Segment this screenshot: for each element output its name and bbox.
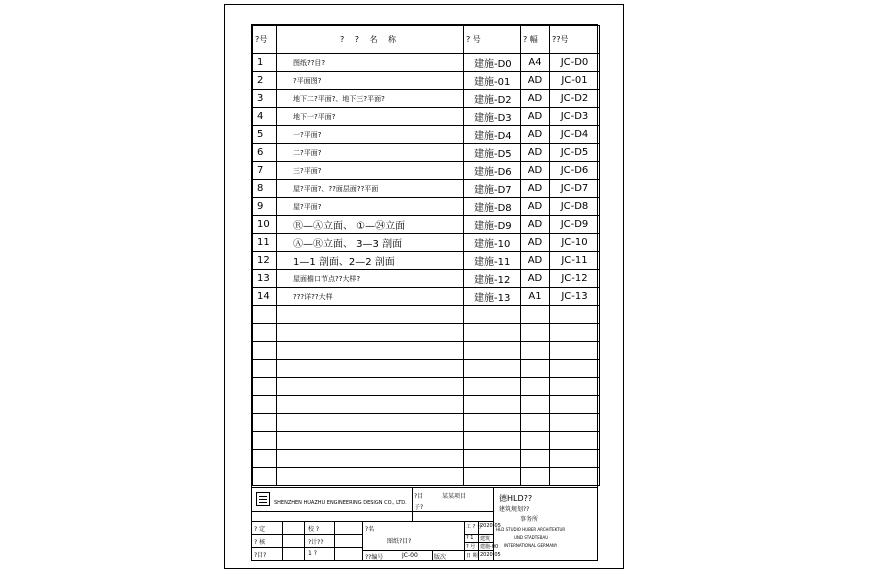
row-code: 建施-D4 bbox=[464, 126, 521, 144]
empty-row bbox=[253, 324, 600, 342]
firm-name-en-2: UND STADTEBAU bbox=[514, 535, 549, 540]
table-row bbox=[253, 162, 600, 180]
row-size: AD bbox=[521, 144, 550, 162]
empty-cell bbox=[550, 432, 600, 450]
row-name: 屋?平面?、??面层面??平面 bbox=[277, 180, 464, 198]
check-label: 校 ? bbox=[308, 526, 320, 533]
empty-cell bbox=[550, 468, 600, 486]
firm-name-en-1: HLD STUDIO HUBER ARCHITEKTUR bbox=[496, 527, 566, 532]
empty-cell bbox=[521, 324, 550, 342]
row-name: Ⓡ—Ⓐ立面、 ①—㉔立面 bbox=[277, 216, 464, 234]
row-name: 1—1 剖面、2—2 剖面 bbox=[277, 252, 464, 270]
empty-cell bbox=[521, 414, 550, 432]
row-no: 9 bbox=[253, 198, 277, 216]
row-code: 建施-01 bbox=[464, 72, 521, 90]
empty-cell bbox=[464, 360, 521, 378]
row-ref: JC-01 bbox=[550, 72, 600, 90]
row-code: 建施-11 bbox=[464, 252, 521, 270]
row-ref: JC-D4 bbox=[550, 126, 600, 144]
table-row bbox=[253, 144, 600, 162]
row-size: AD bbox=[521, 72, 550, 90]
sheet-no-label: ? 号 bbox=[466, 544, 476, 550]
drawing-sheet bbox=[224, 4, 624, 569]
empty-cell bbox=[550, 450, 600, 468]
approve-label: ? 定 bbox=[254, 526, 266, 533]
sheet-no-value: 建施-00 bbox=[480, 544, 499, 550]
table-row bbox=[253, 108, 600, 126]
row-ref: JC-D5 bbox=[550, 144, 600, 162]
empty-cell bbox=[464, 432, 521, 450]
empty-cell bbox=[277, 306, 464, 324]
drawing-index-frame bbox=[251, 24, 598, 488]
empty-cell bbox=[277, 396, 464, 414]
row-no: 1 bbox=[253, 54, 277, 72]
empty-cell bbox=[277, 414, 464, 432]
date-value: 2020.05 bbox=[480, 552, 501, 558]
row-name: 图纸??目? bbox=[277, 54, 464, 72]
empty-cell bbox=[464, 450, 521, 468]
empty-cell bbox=[521, 468, 550, 486]
table-row bbox=[253, 90, 600, 108]
row-size: AD bbox=[521, 252, 550, 270]
firm-name-cn-3: 事务所 bbox=[520, 516, 539, 523]
drawing-name-value: 图纸?目? bbox=[387, 538, 412, 545]
header-name: ? ? 名 称 bbox=[277, 26, 464, 54]
review-label: ? 核 bbox=[254, 539, 266, 546]
row-size: AD bbox=[521, 216, 550, 234]
row-no: 7 bbox=[253, 162, 277, 180]
project-value: 某某项目 bbox=[442, 493, 467, 500]
sheet-label: 1 ? bbox=[308, 550, 317, 557]
row-no: 14 bbox=[253, 288, 277, 306]
empty-cell bbox=[464, 414, 521, 432]
empty-cell bbox=[521, 378, 550, 396]
row-name: Ⓐ—Ⓡ立面、 3—3 剖面 bbox=[277, 234, 464, 252]
drawing-no-label: ??编号 bbox=[365, 554, 384, 561]
row-ref: JC-D2 bbox=[550, 90, 600, 108]
empty-cell bbox=[521, 450, 550, 468]
table-row bbox=[253, 180, 600, 198]
empty-cell bbox=[550, 414, 600, 432]
row-ref: JC-10 bbox=[550, 234, 600, 252]
empty-cell bbox=[253, 360, 277, 378]
header-size: ? 幅 bbox=[521, 26, 550, 54]
row-name: 一?平面? bbox=[277, 126, 464, 144]
table-row bbox=[253, 234, 600, 252]
empty-cell bbox=[521, 432, 550, 450]
empty-cell bbox=[253, 432, 277, 450]
row-code: 建施-D9 bbox=[464, 216, 521, 234]
table-row bbox=[253, 54, 600, 72]
firm-name-en-3: INTERNATIONAL GERMANY bbox=[504, 543, 558, 548]
empty-cell bbox=[277, 450, 464, 468]
row-size: AD bbox=[521, 270, 550, 288]
empty-cell bbox=[550, 342, 600, 360]
empty-cell bbox=[550, 324, 600, 342]
project-label: ?目 bbox=[414, 493, 424, 500]
row-size: A4 bbox=[521, 54, 550, 72]
row-size: AD bbox=[521, 126, 550, 144]
empty-cell bbox=[253, 324, 277, 342]
row-ref: JC-13 bbox=[550, 288, 600, 306]
empty-cell bbox=[253, 450, 277, 468]
row-no: 11 bbox=[253, 234, 277, 252]
company-name-en: SHENZHEN HUAZHU ENGINEERING DESIGN CO., LTD. bbox=[274, 500, 407, 506]
drawing-no-value: JC-00 bbox=[402, 552, 418, 559]
empty-cell bbox=[521, 360, 550, 378]
row-code: 建施-13 bbox=[464, 288, 521, 306]
empty-cell bbox=[550, 360, 600, 378]
table-row bbox=[253, 72, 600, 90]
row-no: 10 bbox=[253, 216, 277, 234]
row-name: 地下二?平面?、地下三?平面? bbox=[277, 90, 464, 108]
row-code: 建施-D0 bbox=[464, 54, 521, 72]
drawing-index-table bbox=[252, 25, 600, 486]
row-no: 3 bbox=[253, 90, 277, 108]
row-name: 屋?平面? bbox=[277, 198, 464, 216]
row-size: AD bbox=[521, 180, 550, 198]
empty-cell bbox=[464, 324, 521, 342]
row-size: AD bbox=[521, 198, 550, 216]
row-name: 屋面檐口节点??大样? bbox=[277, 270, 464, 288]
row-no: 13 bbox=[253, 270, 277, 288]
row-code: 建施-10 bbox=[464, 234, 521, 252]
row-name: 地下一?平面? bbox=[277, 108, 464, 126]
empty-cell bbox=[253, 306, 277, 324]
job-no-label: 工 ? 号 bbox=[466, 524, 482, 530]
row-code: 建施-D8 bbox=[464, 198, 521, 216]
empty-cell bbox=[550, 378, 600, 396]
empty-cell bbox=[521, 306, 550, 324]
empty-row bbox=[253, 378, 600, 396]
empty-cell bbox=[277, 324, 464, 342]
row-ref: JC-D9 bbox=[550, 216, 600, 234]
row-code: 建施-12 bbox=[464, 270, 521, 288]
discipline-label: ? 1 bbox=[466, 535, 474, 541]
table-row bbox=[253, 198, 600, 216]
table-row bbox=[253, 126, 600, 144]
firm-name-cn-2: 建筑规划?? bbox=[499, 506, 530, 513]
date-label: 日 期 bbox=[466, 553, 478, 559]
row-ref: JC-D3 bbox=[550, 108, 600, 126]
empty-cell bbox=[464, 396, 521, 414]
drawing-name-label: ?名 bbox=[365, 526, 375, 533]
empty-row bbox=[253, 306, 600, 324]
row-name: ?平面图? bbox=[277, 72, 464, 90]
row-no: 5 bbox=[253, 126, 277, 144]
job-no-value: 2020-05 bbox=[480, 523, 501, 529]
row-no: 4 bbox=[253, 108, 277, 126]
empty-cell bbox=[277, 342, 464, 360]
row-ref: JC-D6 bbox=[550, 162, 600, 180]
design-label: ?计?? bbox=[308, 539, 324, 546]
empty-row bbox=[253, 342, 600, 360]
row-ref: JC-D8 bbox=[550, 198, 600, 216]
row-size: AD bbox=[521, 108, 550, 126]
row-code: 建施-D2 bbox=[464, 90, 521, 108]
row-no: 2 bbox=[253, 72, 277, 90]
header-ref: ??号 bbox=[550, 26, 600, 54]
row-ref: JC-D0 bbox=[550, 54, 600, 72]
empty-row bbox=[253, 396, 600, 414]
row-code: 建施-D7 bbox=[464, 180, 521, 198]
empty-cell bbox=[277, 378, 464, 396]
row-name: 三?平面? bbox=[277, 162, 464, 180]
row-ref: JC-12 bbox=[550, 270, 600, 288]
empty-cell bbox=[521, 396, 550, 414]
row-name: ???详??大样 bbox=[277, 288, 464, 306]
empty-cell bbox=[253, 378, 277, 396]
empty-row bbox=[253, 450, 600, 468]
row-no: 12 bbox=[253, 252, 277, 270]
row-size: AD bbox=[521, 90, 550, 108]
empty-cell bbox=[277, 468, 464, 486]
company-logo-icon bbox=[256, 492, 270, 506]
firm-name-cn: 德HLD?? bbox=[499, 494, 533, 503]
table-row bbox=[253, 288, 600, 306]
table-row bbox=[253, 216, 600, 234]
row-ref: JC-11 bbox=[550, 252, 600, 270]
row-size: A1 bbox=[521, 288, 550, 306]
empty-cell bbox=[550, 396, 600, 414]
title-block bbox=[251, 488, 598, 561]
table-header-row bbox=[253, 26, 600, 54]
empty-row bbox=[253, 468, 600, 486]
row-code: 建施-D6 bbox=[464, 162, 521, 180]
empty-cell bbox=[277, 432, 464, 450]
version-label: 版次 bbox=[434, 554, 447, 561]
row-no: 8 bbox=[253, 180, 277, 198]
empty-cell bbox=[464, 342, 521, 360]
discipline-value: 建筑 bbox=[480, 536, 491, 542]
project-lead-label: ?目? bbox=[254, 552, 267, 559]
empty-cell bbox=[550, 306, 600, 324]
row-no: 6 bbox=[253, 144, 277, 162]
empty-cell bbox=[253, 342, 277, 360]
empty-cell bbox=[253, 468, 277, 486]
empty-cell bbox=[521, 342, 550, 360]
table-row bbox=[253, 252, 600, 270]
empty-row bbox=[253, 432, 600, 450]
row-size: AD bbox=[521, 162, 550, 180]
header-code: ? 号 bbox=[464, 26, 521, 54]
row-code: 建施-D3 bbox=[464, 108, 521, 126]
empty-cell bbox=[464, 468, 521, 486]
empty-cell bbox=[253, 396, 277, 414]
header-no: ?号 bbox=[253, 26, 277, 54]
row-ref: JC-D7 bbox=[550, 180, 600, 198]
table-row bbox=[253, 270, 600, 288]
empty-cell bbox=[277, 360, 464, 378]
empty-cell bbox=[464, 306, 521, 324]
empty-cell bbox=[464, 378, 521, 396]
sub-label: 子? bbox=[414, 504, 424, 511]
empty-cell bbox=[253, 414, 277, 432]
row-code: 建施-D5 bbox=[464, 144, 521, 162]
empty-row bbox=[253, 414, 600, 432]
row-size: AD bbox=[521, 234, 550, 252]
empty-row bbox=[253, 360, 600, 378]
row-name: 二?平面? bbox=[277, 144, 464, 162]
